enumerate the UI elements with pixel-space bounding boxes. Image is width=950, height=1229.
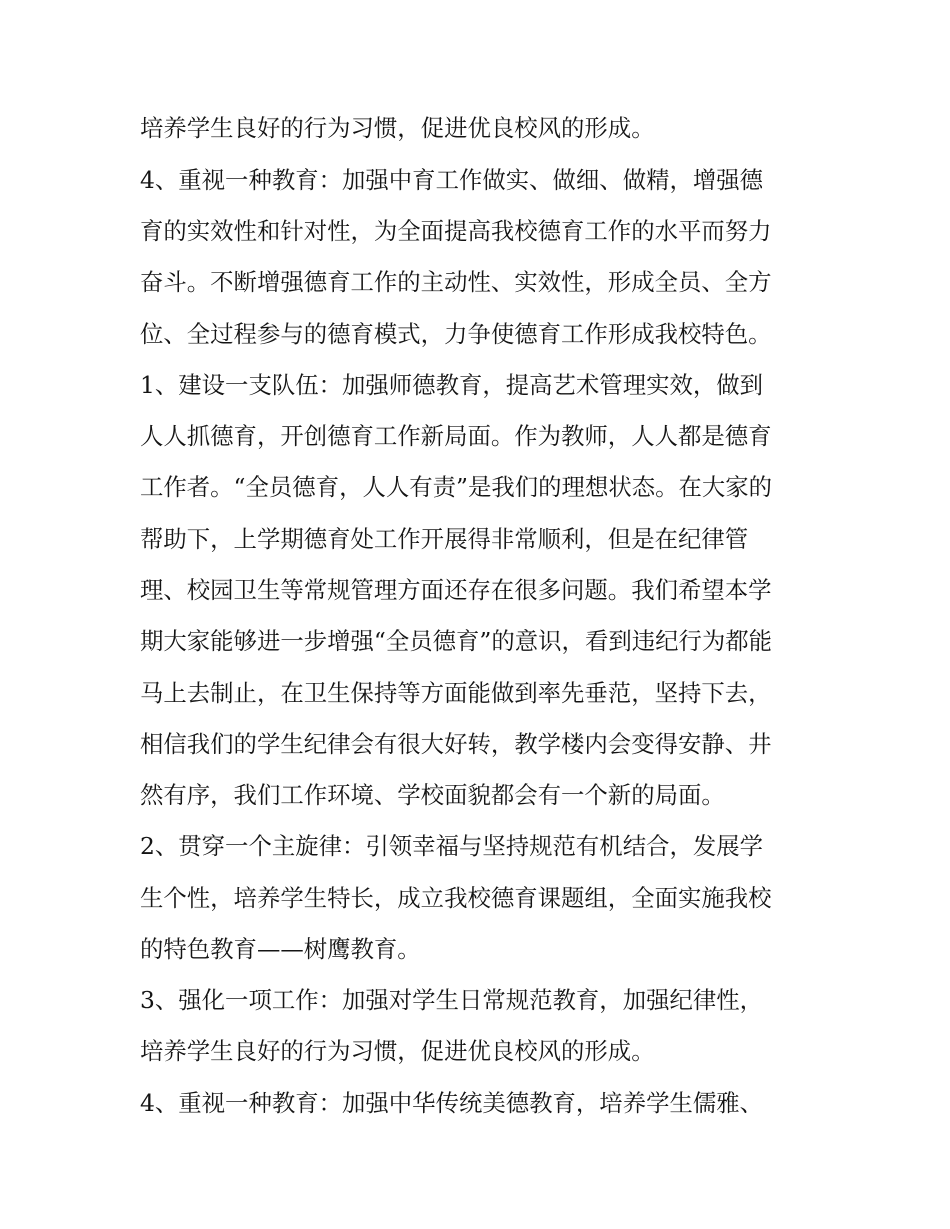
text-line: 4、重视一种教育：加强中育工作做实、做细、做精，增强德 xyxy=(140,166,764,194)
text-line: 3、强化一项工作：加强对学生日常规范教育，加强纪律性， xyxy=(140,986,764,1014)
text-line: 马上去制止，在卫生保持等方面能做到率先垂范，坚持下去， xyxy=(140,679,772,707)
text-line: 育的实效性和针对性，为全面提高我校德育工作的水平而努力 xyxy=(140,217,772,245)
text-line: 奋斗。不断增强德育工作的主动性、实效性，形成全员、全方 xyxy=(140,268,772,296)
text-line: 然有序，我们工作环境、学校面貌都会有一个新的局面。 xyxy=(140,781,725,809)
text-line: 相信我们的学生纪律会有很大好转，教学楼内会变得安静、井 xyxy=(140,730,772,758)
text-line: 人人抓德育，开创德育工作新局面。作为教师，人人都是德育 xyxy=(140,422,772,450)
text-line: 理、校园卫生等常规管理方面还存在很多问题。我们希望本学 xyxy=(140,576,772,604)
text-line: 期大家能够进一步增强“全员德育”的意识，看到违纪行为都能 xyxy=(140,627,773,655)
text-line: 培养学生良好的行为习惯，促进优良校风的形成。 xyxy=(140,114,655,142)
text-line: 的特色教育——树鹰教育。 xyxy=(140,935,421,963)
text-line: 位、全过程参与的德育模式，力争使德育工作形成我校特色。 xyxy=(140,320,772,348)
text-line: 帮助下，上学期德育处工作开展得非常顺利，但是在纪律管 xyxy=(140,525,749,553)
text-line: 1、建设一支队伍：加强师德教育，提高艺术管理实效，做到 xyxy=(140,371,764,399)
text-line: 培养学生良好的行为习惯，促进优良校风的形成。 xyxy=(140,1037,655,1065)
text-line: 工作者。“全员德育，人人有责”是我们的理想状态。在大家的 xyxy=(140,473,773,501)
text-line: 2、贯穿一个主旋律：引领幸福与坚持规范有机结合，发展学 xyxy=(140,832,764,860)
text-line: 4、重视一种教育：加强中华传统美德教育，培养学生儒雅、 xyxy=(140,1089,764,1117)
text-line: 生个性，培养学生特长，成立我校德育课题组，全面实施我校 xyxy=(140,884,772,912)
